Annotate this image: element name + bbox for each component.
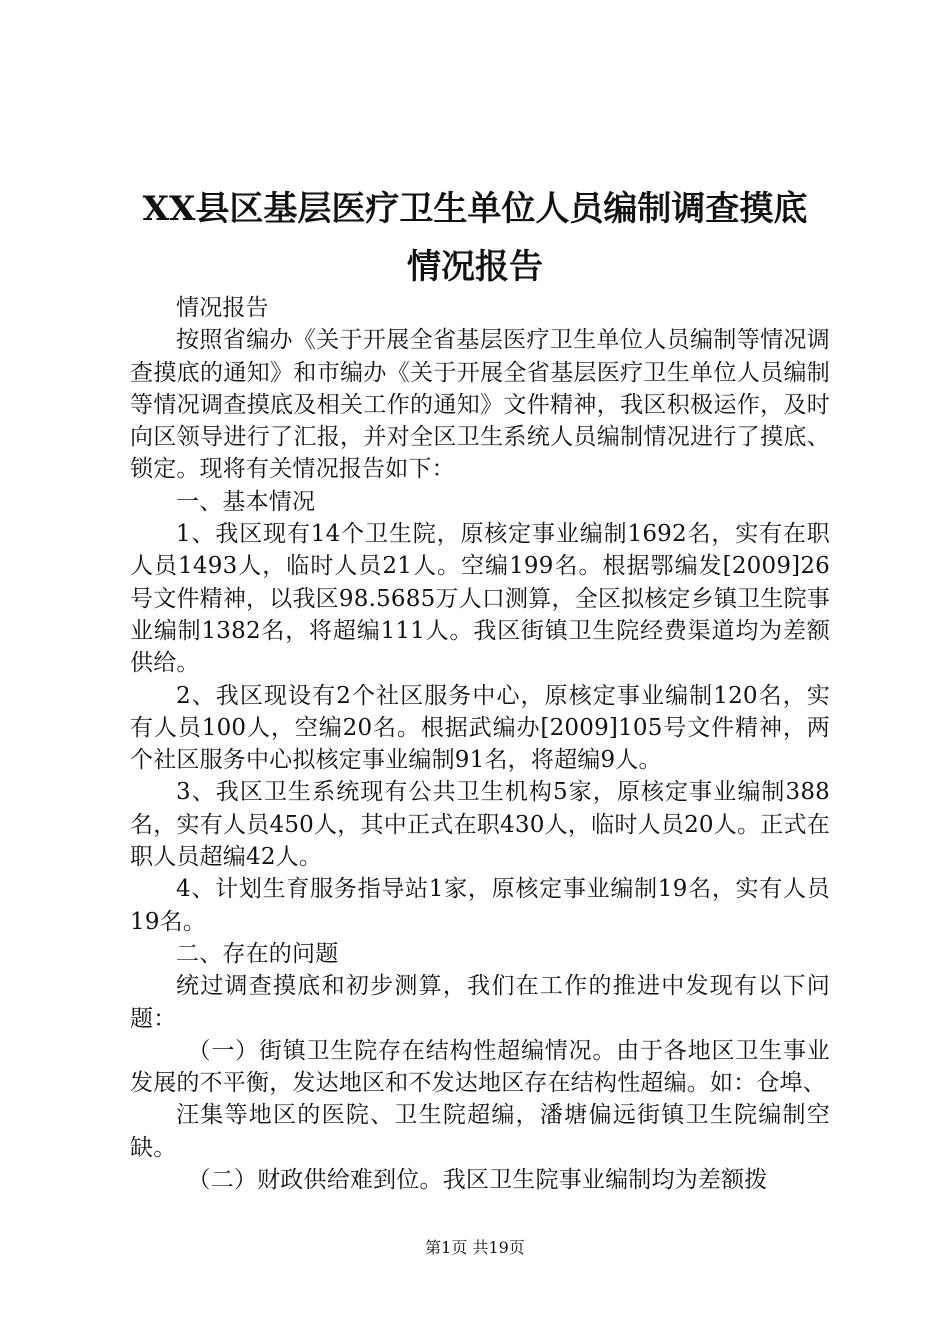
paragraph-item-2: 2、我区现设有2个社区服务中心，原核定事业编制120名，实有人员100人，空编20名。根据武编办[2009]105号文件精神，两个社区服务中心拟核定事业编制91名，将超编9人。 xyxy=(130,682,830,774)
paragraph-problem-1: （一）街镇卫生院存在结构性超编情况。由于各地区卫生事业发展的不平衡，发达地区和不发达地区存在结构性超编。如：仓埠、 xyxy=(130,1037,830,1097)
paragraph-item-4: 4、计划生育服务指导站1家，原核定事业编制19名，实有人员19名。 xyxy=(130,876,830,935)
document-body xyxy=(130,292,830,1196)
heading-basic-situation: 一、基本情况 xyxy=(176,488,316,515)
page-number-footer: 第1页 共19页 xyxy=(425,1238,525,1257)
paragraph-subtitle: 情况报告 xyxy=(176,295,269,321)
heading-existing-problems: 二、存在的问题 xyxy=(176,940,339,967)
paragraph-intro: 按照省编办《关于开展全省基层医疗卫生单位人员编制等情况调查摸底的通知》和市编办《关于开展全省基层医疗卫生单位人员编制等情况调查摸底及相关工作的通知》文件精神，我区积极运作，及时向区领导进行了汇报，并对全区卫生系统人员编制情况进行了摸底、锁定。现将有关情况报告如下： xyxy=(130,327,830,483)
paragraph-item-1: 1、我区现有14个卫生院，原核定事业编制1692名，实有在职人员1493人，临时人员21人。空编199名。根据鄂编发[2009]26号文件精神，以我区98.5685万人口测算，全区拟核定乡镇卫生院事业编制1382名，将超编111人。我区街镇卫生院经费渠道均为差额供给。 xyxy=(130,521,830,677)
document-title-line-2: 情况报告 xyxy=(407,247,543,287)
paragraph-problem-1-continued: 汪集等地区的医院、卫生院超编，潘塘偏远街镇卫生院编制空缺。 xyxy=(130,1102,830,1161)
paragraph-problems-intro: 统过调查摸底和初步测算，我们在工作的推进中发现有以下问题： xyxy=(130,973,830,1032)
paragraph-problem-2: （二）财政供给难到位。我区卫生院事业编制均为差额拨 xyxy=(187,1167,768,1194)
paragraph-item-3: 3、我区卫生系统现有公共卫生机构5家，原核定事业编制388名，实有人员450人，其中正式在职430人，临时人员20人。正式在职人员超编42人。 xyxy=(130,779,830,871)
document-title-line-1: XX县区基层医疗卫生单位人员编制调查摸底 xyxy=(142,189,808,229)
